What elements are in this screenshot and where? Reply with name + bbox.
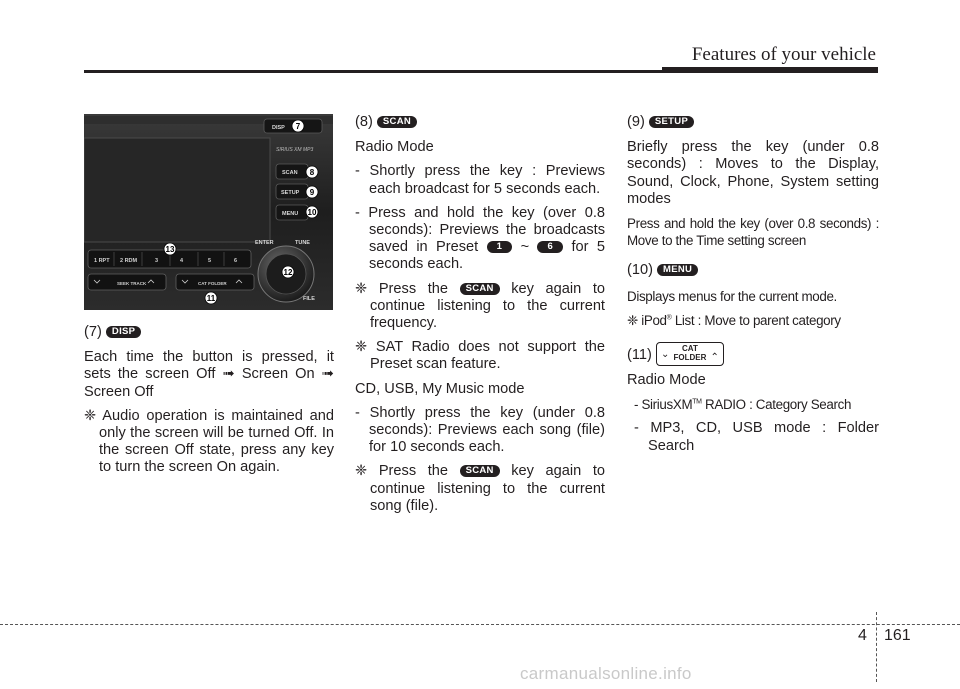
siriusxm-category-search: - SiriusXM™ RADIO : Category Search <box>634 397 852 413</box>
note-icon: ❈ <box>627 312 638 328</box>
note-icon: ❈ <box>355 463 368 480</box>
section-8-heading: (8) SCAN <box>355 114 605 131</box>
svg-text:7: 7 <box>295 122 301 131</box>
disp-key: DISP <box>106 326 141 338</box>
note-icon: ❈ <box>84 407 97 424</box>
chevron-down-icon: ⌄ <box>660 349 670 361</box>
device-preset-4: 4 <box>180 258 184 264</box>
cd-usb-mode-label: CD, USB, My Music mode <box>355 380 525 397</box>
watermark: carmanualsonline.info <box>520 664 692 683</box>
setup-key: SETUP <box>649 116 694 128</box>
device-preset-1: 1 RPT <box>94 258 110 264</box>
setup-long-press: Press and hold the key (over 0.8 seconds) : Move to the Time setting screen <box>627 216 879 249</box>
section-11-heading: (11) ⌄ CAT FOLDER ⌃ <box>627 342 879 366</box>
device-label-disp: DISP <box>272 125 285 131</box>
menu-key: MENU <box>657 264 698 276</box>
radio-mode-label: Radio Mode <box>627 372 706 389</box>
preset-1-key: 1 <box>487 241 513 253</box>
scan-cd-short-press: - Shortly press the key (under 0.8 seconds): Previews each song (file) for 10 seconds each. <box>355 404 605 456</box>
device-label-menu: MENU <box>282 211 299 217</box>
cat-folder-key: ⌄ CAT FOLDER ⌃ <box>656 342 724 366</box>
device-label-enter: ENTER <box>255 240 274 246</box>
device-preset-2: 2 RDM <box>120 258 138 264</box>
scan-note-1: ❈ Press the SCAN key again to continue listening to the current frequency. <box>355 280 605 332</box>
note-icon: ❈ <box>355 339 368 356</box>
column-3 <box>627 114 879 458</box>
scan-note-3: ❈ Press the SCAN key again to continue listening to the current song (file). <box>355 463 605 514</box>
device-preset-3: 3 <box>155 258 159 264</box>
setup-short-press: Briefly press the key (under 0.8 seconds) : Moves to the Display, Sound, Clock, Phone, System setting modes <box>627 139 879 207</box>
preset-6-key: 6 <box>537 241 563 253</box>
device-preset-5: 5 <box>208 258 212 264</box>
device-label-setup: SETUP <box>281 190 300 196</box>
scan-key: SCAN <box>377 116 417 128</box>
arrow-icon: ➟ <box>321 366 334 383</box>
column-2 <box>355 114 605 518</box>
device-label-tune: TUNE <box>295 240 310 246</box>
svg-text:12: 12 <box>283 268 293 277</box>
page-number: 161 <box>884 627 911 644</box>
section-7-heading: (7) DISP <box>84 324 334 341</box>
scan-key: SCAN <box>460 283 500 295</box>
scan-note-2: ❈ SAT Radio does not support the Preset scan feature. <box>355 339 605 373</box>
section-7-description: Each time the button is pressed, it sets the screen Off ➟ Screen On ➟ Screen Off <box>84 349 334 400</box>
device-label-file: FILE <box>303 296 315 302</box>
menu-description: Displays menus for the current mode. <box>627 288 837 304</box>
svg-text:8: 8 <box>309 168 315 177</box>
header-title: Features of your vehicle <box>691 44 876 65</box>
device-label-scan: SCAN <box>282 170 298 176</box>
note-icon: ❈ <box>355 280 368 297</box>
section-10-heading: (10) MENU <box>627 262 879 279</box>
scan-long-press: - Press and hold the key (over 0.8 seconds): Previews the broadcasts saved in Preset 1 ~ 6 for 5 seconds each. <box>355 204 605 273</box>
section-9-heading: (9) SETUP <box>627 114 879 131</box>
section-number: 4 <box>858 627 867 644</box>
radio-mode-label: Radio Mode <box>355 139 434 156</box>
header-rule <box>84 70 878 73</box>
device-seek-track: SEEK TRACK <box>117 281 147 286</box>
ipod-note: ❈ iPod® List : Move to parent category <box>627 312 841 328</box>
svg-text:9: 9 <box>309 188 315 197</box>
arrow-icon: ➟ <box>222 366 235 383</box>
device-preset-6: 6 <box>234 258 238 264</box>
chevron-up-icon: ⌃ <box>710 352 719 364</box>
device-cat-folder: CAT FOLDER <box>198 281 227 286</box>
mp3-folder-search: - MP3, CD, USB mode : Folder Search <box>634 420 879 454</box>
device-brand: SIRIUS XM MP3 <box>276 147 314 153</box>
column-1 <box>84 114 334 480</box>
footer-rule <box>0 624 960 625</box>
scan-short-press: - Shortly press the key : Previews each broadcast for 5 seconds each. <box>355 163 605 197</box>
scan-key: SCAN <box>460 465 500 477</box>
svg-text:13: 13 <box>165 245 175 254</box>
footer-divider <box>876 612 877 682</box>
section-7-note: ❈ Audio operation is maintained and only the screen will be turned Off. In the screen Off state, press any key to turn the screen On again. <box>84 407 334 476</box>
svg-text:11: 11 <box>206 294 216 303</box>
svg-text:10: 10 <box>307 208 317 217</box>
